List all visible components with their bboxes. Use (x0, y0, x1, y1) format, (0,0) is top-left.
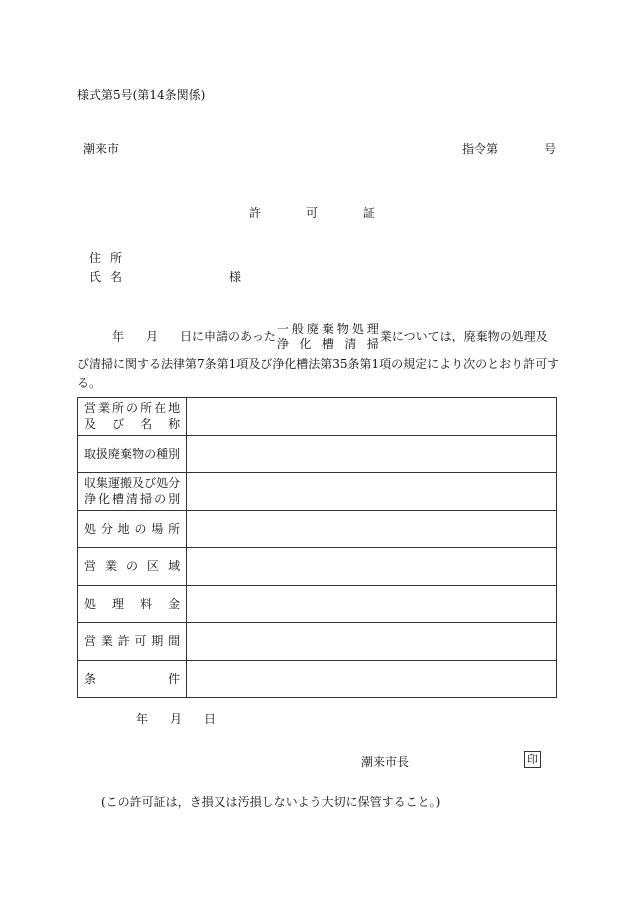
row-label-char: 処 (84, 596, 97, 611)
table-row (78, 660, 557, 698)
row-value (187, 473, 557, 511)
address-label (89, 249, 122, 266)
row-label (78, 398, 187, 436)
name-label-char: 名 (109, 270, 122, 284)
row-label-line (84, 416, 180, 432)
business-type-stack (277, 322, 379, 352)
row-value (187, 548, 557, 586)
table-row (78, 398, 557, 436)
row-label-char: 営 (84, 559, 97, 574)
row-label-char: の (144, 446, 157, 461)
table-row (78, 585, 557, 623)
row-value (187, 435, 557, 473)
row-label-char: 料 (140, 596, 153, 611)
row-label-char: 所 (112, 401, 125, 416)
row-label-char: 化 (98, 492, 111, 507)
row-label (78, 623, 187, 661)
issue-day: 日 (204, 712, 217, 726)
row-label-char: 処 (156, 476, 169, 491)
address-label-char: 所 (109, 251, 122, 265)
issue-date (136, 710, 216, 727)
row-label-char: 扱 (96, 446, 109, 461)
row-label-char: 搬 (120, 476, 133, 491)
row-label-char: び (112, 417, 125, 432)
row-label (78, 660, 187, 698)
row-label-line (84, 558, 180, 574)
row-label-char: 物 (132, 446, 145, 461)
business-type-char: 棄 (321, 322, 334, 336)
row-label-line (84, 671, 180, 687)
table-row (78, 435, 557, 473)
city-name: 潮来市 (83, 142, 120, 156)
body-applied-text: 日に申請のあった (180, 329, 276, 344)
business-type-char: 掃 (366, 337, 379, 351)
row-label-char: 集 (96, 476, 109, 491)
row-label-char: 清 (126, 492, 139, 507)
name-label-char: 氏 (89, 270, 102, 284)
name-label (89, 268, 122, 285)
row-label-line (84, 521, 180, 537)
row-label-char: 間 (168, 634, 181, 649)
row-label-char: 理 (112, 596, 125, 611)
row-label-line (84, 491, 180, 507)
document-title (249, 204, 375, 221)
row-label-char: 及 (132, 476, 145, 491)
row-label-char: の (154, 492, 167, 507)
business-type-char: 槽 (321, 337, 334, 351)
row-label-char: 取 (84, 446, 97, 461)
row-label-char: 棄 (120, 446, 133, 461)
row-label (78, 473, 187, 511)
body-after-business: 業については，廃棄物の処理及 (379, 329, 548, 344)
row-label-char: の (126, 401, 139, 416)
business-type-char: 清 (344, 337, 357, 351)
row-label-char: 条 (84, 671, 97, 686)
row-label-char: 可 (134, 634, 147, 649)
row-label-char: 所 (140, 401, 153, 416)
table-row (78, 473, 557, 511)
row-label-char: 期 (151, 634, 164, 649)
mayor-title: 潮来市長 (361, 755, 410, 769)
row-value (187, 585, 557, 623)
row-label-char: 域 (168, 559, 181, 574)
row-label-char: 種 (156, 446, 169, 461)
business-type-char: 廃 (306, 322, 319, 336)
issue-year: 年 (136, 712, 149, 726)
title-char: 許 (249, 206, 262, 220)
row-label-line (84, 633, 180, 649)
row-label-char: 分 (100, 521, 113, 536)
body-month: 月 (146, 329, 159, 344)
row-label-char: 別 (168, 446, 181, 461)
row-label-char: の (126, 559, 139, 574)
row-label-char: 区 (147, 559, 160, 574)
row-label-char: の (134, 521, 147, 536)
row-label-char: 掃 (140, 492, 153, 507)
row-label-char: 称 (168, 417, 181, 432)
row-label-char: 収 (84, 476, 97, 491)
row-label-char: 営 (84, 401, 97, 416)
row-label-line (84, 596, 180, 612)
row-value (187, 510, 557, 548)
row-label-char: 槽 (112, 492, 125, 507)
business-type-line-2 (277, 337, 379, 352)
row-label (78, 548, 187, 586)
row-label-char: 業 (105, 559, 118, 574)
business-type-char: 処 (351, 322, 364, 336)
table-row (78, 510, 557, 548)
row-label-char: 地 (117, 521, 130, 536)
row-label-line (84, 400, 180, 416)
row-label (78, 510, 187, 548)
business-type-char: 物 (336, 322, 349, 336)
row-label-line (84, 446, 180, 462)
body-year: 年 (112, 329, 125, 344)
order-number (462, 140, 556, 157)
row-label-char: 及 (84, 417, 97, 432)
row-label-char: び (144, 476, 157, 491)
row-label (78, 585, 187, 623)
title-char: 可 (305, 206, 318, 220)
business-type-char: 一 (276, 322, 289, 336)
row-label-char: 運 (108, 476, 121, 491)
body-line-3: る。 (77, 376, 102, 390)
order-prefix: 指令第 (462, 142, 499, 156)
title-char: 証 (362, 206, 375, 220)
business-type-char: 浄 (276, 337, 289, 351)
row-value (187, 660, 557, 698)
body-line-2: び清掃に関する法律第7条第1項及び浄化槽法第35条第1項の規定により次のとおり許可す (77, 357, 560, 371)
footer-note: (この許可証は，き損又は汚損しないよう大切に保管すること。) (101, 795, 441, 809)
row-label-char: 業 (100, 634, 113, 649)
permit-details-table (77, 397, 557, 698)
body-line-1 (112, 322, 548, 352)
row-label-char: 場 (151, 521, 164, 536)
row-label-char: 処 (84, 521, 97, 536)
row-label-char: 件 (168, 671, 181, 686)
row-label-char: 別 (168, 492, 181, 507)
row-label-char: 業 (98, 401, 111, 416)
row-label-char: 地 (168, 401, 181, 416)
business-type-char: 般 (291, 322, 304, 336)
table-row (78, 623, 557, 661)
row-label-char: 分 (168, 476, 181, 491)
form-number: 様式第5号(第14条関係) (77, 88, 206, 102)
row-label-char: 浄 (84, 492, 97, 507)
row-label-char: 所 (168, 521, 181, 536)
row-label-line (84, 475, 180, 491)
business-type-char: 化 (299, 337, 312, 351)
address-label-char: 住 (89, 251, 102, 265)
seal-stamp: 印 (524, 751, 541, 768)
table-row (78, 548, 557, 586)
row-label (78, 435, 187, 473)
row-value (187, 398, 557, 436)
honorific: 様 (229, 270, 242, 284)
row-label-char: 在 (154, 401, 167, 416)
issue-month: 月 (170, 712, 183, 726)
row-label-char: 廃 (108, 446, 121, 461)
row-label-char: 許 (117, 634, 130, 649)
row-label-char: 金 (168, 596, 181, 611)
row-value (187, 623, 557, 661)
row-label-char: 名 (140, 417, 153, 432)
order-suffix: 号 (544, 142, 557, 156)
business-type-char: 理 (366, 322, 379, 336)
business-type-line-1 (277, 322, 379, 337)
row-label-char: 営 (84, 634, 97, 649)
